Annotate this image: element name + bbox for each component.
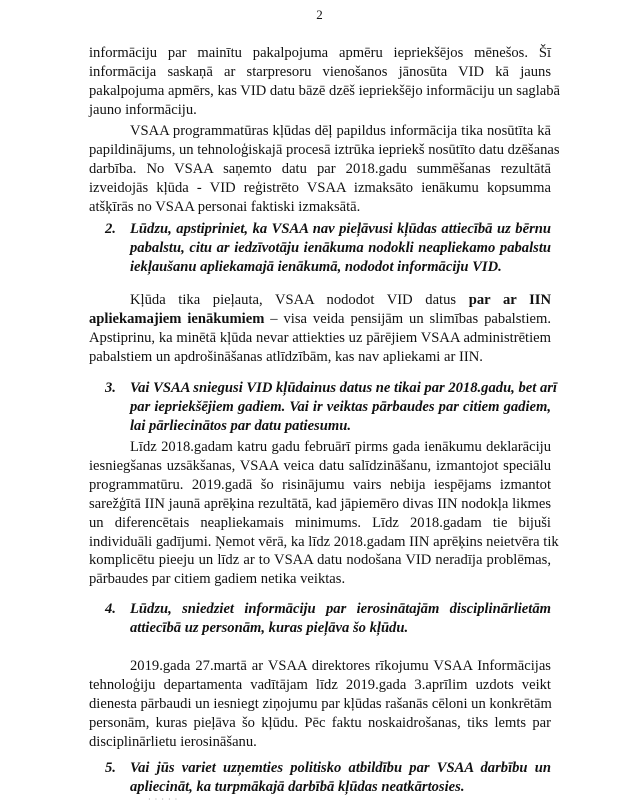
answer-3 <box>89 438 559 589</box>
text-line: iesniegšanas uzsākšanas, VSAA veica datu salīdzināšanu, izmantojot speciālu <box>89 457 551 474</box>
page-number: 2 <box>316 7 323 22</box>
text-line: VSAA programmatūras kļūdas dēļ papildus informācija tika nosūtīta kā <box>130 123 551 139</box>
question-4-number: 4. <box>105 601 116 617</box>
question-2 <box>130 220 551 277</box>
text-line: pabalstu, citu ar iedzīvotāju ienākuma nodokli neapliekamo pabalstu <box>130 239 551 256</box>
text-line: Vai VSAA sniegusi VID kļūdainus datus ne tikai par 2018.gadu, bet arī <box>130 380 557 396</box>
text-line: informāciju par mainītu pakalpojuma apmēru iepriekšējos mēnešos. Šī <box>89 45 551 61</box>
text-line: un diferencētais neapliekamais minimums. Līdz 2018.gadam tie bijuši <box>89 514 551 531</box>
question-4 <box>130 600 551 638</box>
text-line: Apstiprinu, ka minētā kļūda nevar attiekties uz pārējiem VSAA administrētiem <box>89 329 551 346</box>
text-line: Lūdzu, apstipriniet, ka VSAA nav pieļāvusi kļūdas attiecībā uz bērnu <box>130 221 551 237</box>
text-line: pakalpojuma apmērs, kas VID datu bāzē dzēš iepriekšējo informāciju un saglabā <box>89 82 561 99</box>
text-line: disciplinārlietu ierosināšanu. <box>89 733 257 750</box>
question-5 <box>130 759 551 797</box>
text-line: apliecināt, ka turpmākajā darbībā kļūdas neatkārtosies. <box>130 778 465 795</box>
answer-2 <box>89 291 551 367</box>
answer-2-line1-start: Kļūda tika pieļauta, VSAA nododot VID datus <box>130 292 469 308</box>
text-line: attiecībā uz personām, kuras pieļāva šo kļūdu. <box>130 619 409 636</box>
question-2-number: 2. <box>105 221 116 237</box>
paragraph-software-error <box>89 122 560 217</box>
text-line: komplicētu pieeju un līdz ar to VSAA datu nodošana VID neradīja problēmas, <box>89 552 551 569</box>
text-line: pabalstiem un apdrošināšanas atlīdzībām, kas nav apliekami ar IIN. <box>89 348 483 365</box>
text-line: 2019.gada 27.martā ar VSAA direktores rīkojumu VSAA Informācijas <box>130 658 551 674</box>
scan-artifact: · · · · · <box>148 795 179 804</box>
text-line: tehnoloģiju departamenta vadītājam līdz 2019.gada 3.aprīlim uzdots veikt <box>89 676 551 693</box>
question-5-number: 5. <box>105 760 116 776</box>
text-line: individuāli gadījumi. Ņemot vērā, ka līdz 2018.gadam IIN aprēķins neietvēra tik <box>89 533 559 550</box>
answer-4 <box>89 657 551 752</box>
text-line: Vai jūs variet uzņemties politisko atbildību par VSAA darbību un <box>130 760 551 776</box>
text-line: dienesta pārbaudi un iesniegt ziņojumu par kļūdas rašanās cēloni un konkrētām <box>89 695 552 712</box>
text-line: atšķīrās no VSAA personai faktiski izmaksātā. <box>89 198 361 215</box>
text-line: personām, kuras pieļāva šo kļūdu. Pēc faktu noskaidrošanas, tiks lemts par <box>89 714 551 731</box>
text-line: izveidojās kļūda - VID reģistrēto VSAA izmaksāto ienākumu kopsumma <box>89 179 551 196</box>
text-line: programmatūru. 2019.gadā šo risinājumu vairs nebija iespējams izmantot <box>89 476 551 493</box>
text-line: papildinājums, un tehnoloģiskajā procesā iztrūka iepriekš nosūtīto datu dzēšanas <box>89 141 560 158</box>
text-line: Lūdzu, sniedziet informāciju par ierosinātajām disciplinārlietām <box>130 601 551 617</box>
question-3 <box>130 379 557 436</box>
answer-2-bold-2: apliekamajiem ienākumiem <box>89 310 265 327</box>
answer-2-line2-rest: – visa veida pensijām un slimības pabalstiem. <box>264 310 551 327</box>
text-line: pārbaudes par citiem gadiem netika veiktas. <box>89 571 346 588</box>
answer-2-bold-1: par ar IIN <box>468 292 551 308</box>
intro-paragraph <box>89 44 561 120</box>
text-line: par iepriekšējiem gadiem. Vai ir veiktas pārbaudes par citiem gadiem, <box>130 398 551 415</box>
text-line: Līdz 2018.gadam katru gadu februārī pirms gada ienākumu deklarāciju <box>130 439 551 455</box>
text-line <box>89 291 551 310</box>
text-line: iekļaušanu apliekamajā ienākumā, nododot informāciju VID. <box>130 258 502 275</box>
text-line: informācija saskaņā ar starpresoru vienošanos jānosūta VID kā jauns <box>89 63 551 80</box>
text-line: darbība. No VSAA saņemto datu par 2018.gadu summēšanas rezultātā <box>89 160 551 177</box>
text-line: sarežģītā IIN jaunā aprēķina rezultātā, kad jāpiemēro divas IIN nodokļa likmes <box>89 495 551 512</box>
text-line <box>89 310 551 329</box>
question-3-number: 3. <box>105 380 116 396</box>
text-line: lai pārliecinātos par datu patiesumu. <box>130 417 351 434</box>
text-line: jauno informāciju. <box>89 101 197 118</box>
